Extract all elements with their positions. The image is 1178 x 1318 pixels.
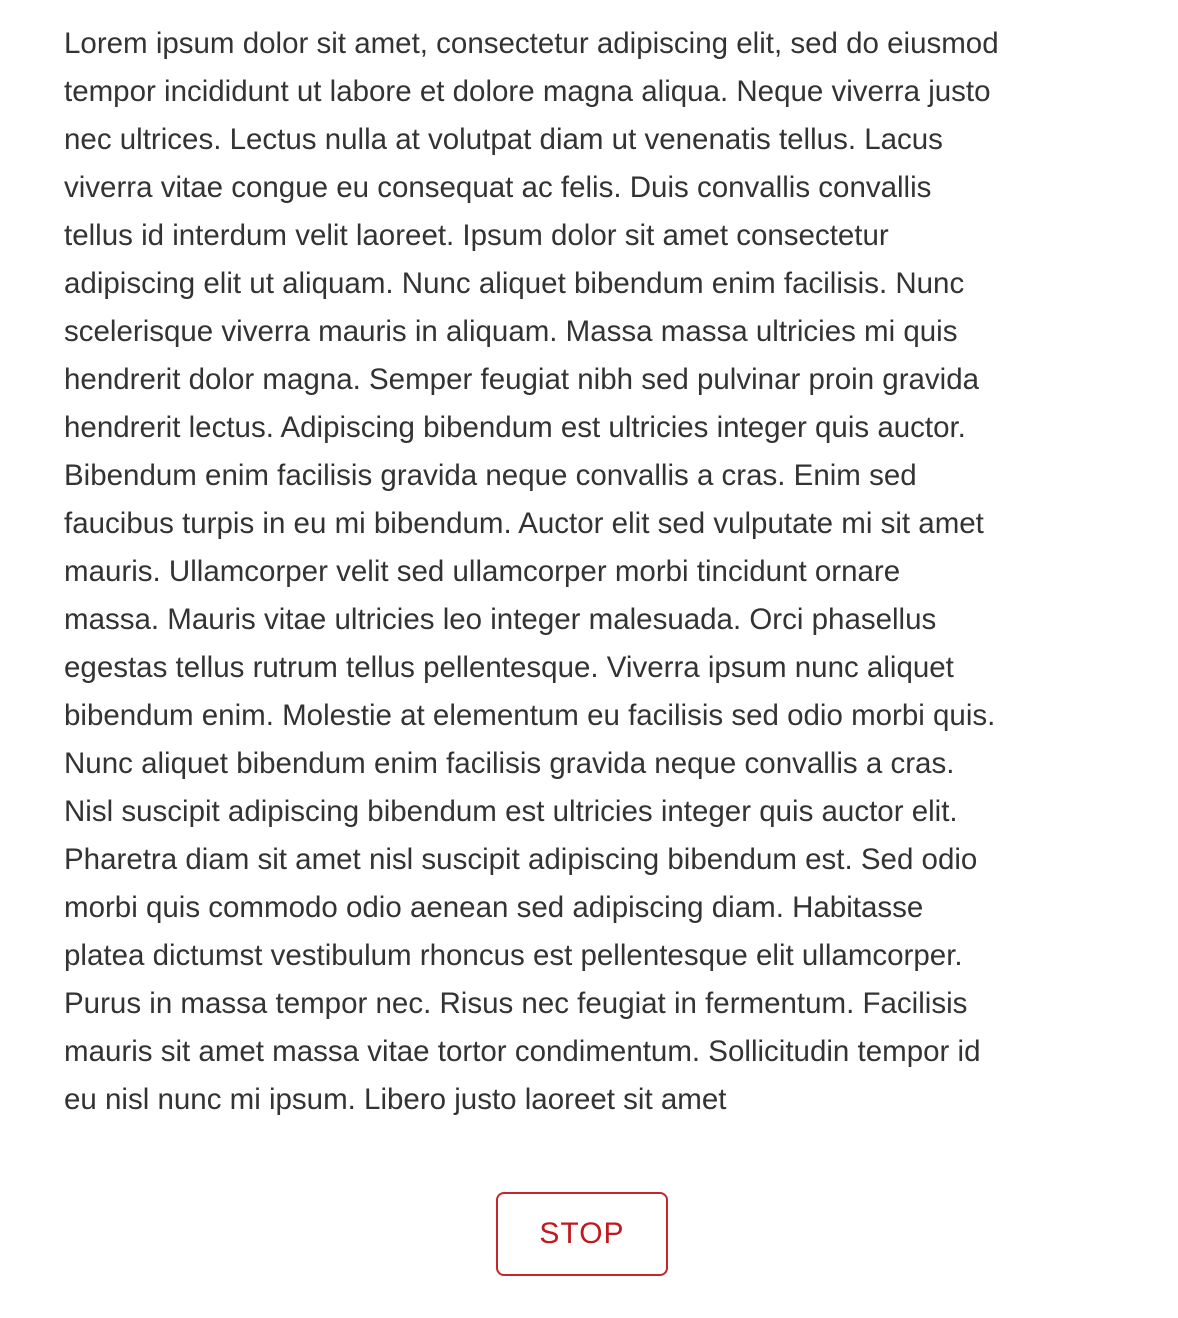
body-text-line: Pharetra diam sit amet nisl suscipit adipiscing bibendum est. Sed odio — [64, 843, 978, 876]
body-text-line: eu nisl nunc mi ipsum. Libero justo laoreet sit amet — [64, 1083, 727, 1116]
body-text-line: Nisl suscipit adipiscing bibendum est ultricies integer quis auctor elit. — [64, 795, 958, 828]
body-text-line: Lorem ipsum dolor sit amet, consectetur adipiscing elit, sed do eiusmod — [64, 27, 999, 60]
body-text-line: egestas tellus rutrum tellus pellentesque. Viverra ipsum nunc aliquet — [64, 651, 954, 684]
body-text-line: tempor incididunt ut labore et dolore magna aliqua. Neque viverra justo — [64, 75, 991, 108]
body-text-line: bibendum enim. Molestie at elementum eu facilisis sed odio morbi quis. — [64, 699, 996, 732]
body-text-line: massa. Mauris vitae ultricies leo integer malesuada. Orci phasellus — [64, 603, 937, 636]
body-text-line: mauris. Ullamcorper velit sed ullamcorper morbi tincidunt ornare — [64, 555, 901, 588]
body-text-line: scelerisque viverra mauris in aliquam. Massa massa ultricies mi quis — [64, 315, 958, 348]
body-text-line: tellus id interdum velit laoreet. Ipsum dolor sit amet consectetur — [64, 219, 889, 252]
body-text-line: Nunc aliquet bibendum enim facilisis gravida neque convallis a cras. — [64, 747, 955, 780]
stop-button[interactable]: STOP — [496, 1192, 668, 1276]
body-text-line: hendrerit lectus. Adipiscing bibendum est ultricies integer quis auctor. — [64, 411, 966, 444]
action-bar — [0, 1192, 1178, 1276]
body-text-line: faucibus turpis in eu mi bibendum. Auctor elit sed vulputate mi sit amet — [64, 507, 984, 540]
body-text-line: morbi quis commodo odio aenean sed adipiscing diam. Habitasse — [64, 891, 924, 924]
body-text-line: viverra vitae congue eu consequat ac felis. Duis convallis convallis — [64, 171, 932, 204]
body-text-line: hendrerit dolor magna. Semper feugiat nibh sed pulvinar proin gravida — [64, 363, 980, 396]
body-text-line: adipiscing elit ut aliquam. Nunc aliquet bibendum enim facilisis. Nunc — [64, 267, 965, 300]
body-text — [64, 20, 1114, 1124]
body-text-line: Purus in massa tempor nec. Risus nec feugiat in fermentum. Facilisis — [64, 987, 968, 1020]
body-text-line: nec ultrices. Lectus nulla at volutpat diam ut venenatis tellus. Lacus — [64, 123, 943, 156]
body-text-line: platea dictumst vestibulum rhoncus est pellentesque elit ullamcorper. — [64, 939, 963, 972]
body-text-line: mauris sit amet massa vitae tortor condimentum. Sollicitudin tempor id — [64, 1035, 981, 1068]
body-text-line: Bibendum enim facilisis gravida neque convallis a cras. Enim sed — [64, 459, 917, 492]
